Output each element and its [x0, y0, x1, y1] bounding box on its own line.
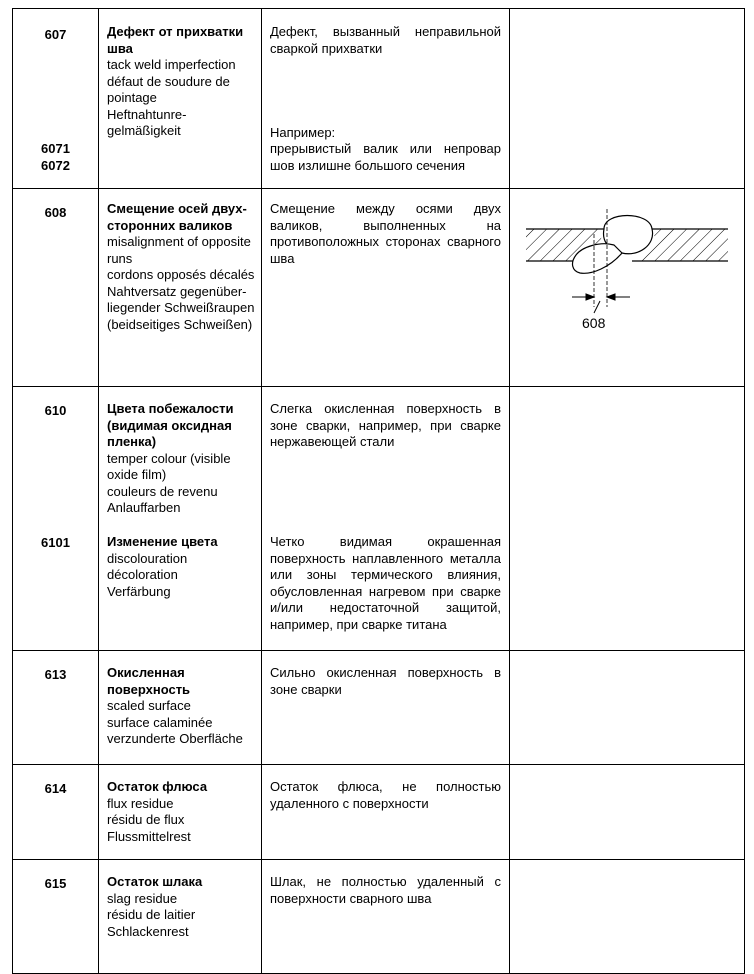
figure-cell	[510, 860, 745, 974]
term-ru: Цвета побежалости (видимая оксидная пленка)	[107, 401, 234, 449]
table-row	[13, 651, 745, 765]
figure-cell	[510, 651, 745, 765]
figure-cell	[510, 387, 745, 651]
description: Слегка окисленная поверхность в зоне сварки, например, при сварке нержавеющей стали	[270, 401, 501, 449]
code: 615	[44, 876, 67, 891]
term-cell	[99, 651, 262, 765]
code: 6101	[41, 535, 70, 550]
code-cell	[13, 651, 99, 765]
term-ru: Смещение осей двух-сторонних валиков	[107, 201, 247, 233]
description: Сильно окисленная поверхность в зоне сварки	[270, 665, 501, 697]
code-cell	[13, 189, 99, 387]
description: Смещение между осями двух валиков, выполненных на противоположных сторонах сварного шва	[270, 201, 501, 266]
term-de: Nahtversatz gegenüber-liegender Schweißraupen (beidseitiges Schweißen)	[107, 283, 255, 332]
term-en: slag residue	[107, 890, 178, 906]
term-fr: résidu de laitier	[107, 907, 196, 922]
code-cell	[13, 387, 99, 651]
term-en: misalignment of opposite runs	[107, 234, 251, 266]
term-ru: Остаток шлака	[107, 874, 203, 889]
defect-table	[12, 8, 745, 974]
figure-label: 608	[582, 315, 606, 331]
code: 613	[44, 667, 67, 682]
sub-term-fr: décoloration	[107, 567, 178, 582]
code: 610	[44, 403, 67, 418]
term-de: Anlauffarben	[107, 500, 181, 515]
description-cell	[262, 9, 510, 189]
term-fr: couleurs de revenu	[107, 483, 218, 499]
term-de: verzunderte Oberfläche	[107, 731, 243, 746]
table-row	[13, 765, 745, 860]
term-fr: surface calaminée	[107, 714, 213, 730]
figure-cell	[510, 189, 745, 387]
code-cell	[13, 765, 99, 860]
description-cell	[262, 651, 510, 765]
code: 608	[44, 205, 67, 220]
description: Дефект, вызванный неправильной сваркой прихватки	[270, 24, 501, 56]
term-de: Heftnahtunre-gelmäßigkeit	[107, 106, 187, 138]
misalignment-figure	[510, 189, 743, 383]
figure-cell	[510, 9, 745, 189]
term-fr: cordons opposés décalés	[107, 267, 255, 282]
description-cell	[262, 387, 510, 651]
term-cell	[99, 387, 262, 651]
term-cell	[99, 189, 262, 387]
description-cell	[262, 765, 510, 860]
description-cell	[262, 189, 510, 387]
code-cell	[13, 860, 99, 974]
code-cell	[13, 9, 99, 189]
term-cell	[99, 860, 262, 974]
code: 614	[44, 781, 67, 796]
description-example-label: Например:	[270, 125, 336, 140]
figure-cell	[510, 765, 745, 860]
table-row	[13, 9, 745, 189]
description: Шлак, не полностью удаленный с поверхности сварного шва	[270, 874, 501, 906]
term-cell	[99, 9, 262, 189]
term-ru: Остаток флюса	[107, 779, 208, 794]
table-row	[13, 189, 745, 387]
term-cell	[99, 765, 262, 860]
term-de: Schlackenrest	[107, 923, 189, 939]
term-de: Flussmittelrest	[107, 828, 191, 844]
term-fr: résidu de flux	[107, 812, 185, 827]
code: 6072	[41, 158, 70, 173]
term-ru: Окисленная поверхность	[107, 665, 191, 697]
description: Остаток флюса, не полностью удаленного с поверхности	[270, 779, 501, 811]
sub-term-de: Verfärbung	[107, 583, 171, 599]
sub-description: Четко видимая окрашенная поверхность наплавленного металла или зоны термического влияния, обусловленная нагревом при сварке и/или недостаточной защитой, например, при сварке титана	[270, 534, 501, 632]
table-row	[13, 860, 745, 974]
sub-term-en: discolouration	[107, 550, 188, 566]
code: 607	[44, 27, 67, 42]
description-cell	[262, 860, 510, 974]
defect-table-page	[12, 8, 744, 974]
table-row	[13, 387, 745, 651]
term-en: flux residue	[107, 795, 174, 811]
sub-term-ru: Изменение цвета	[107, 534, 218, 549]
term-ru: Дефект от прихватки шва	[107, 24, 244, 56]
term-en: temper colour (visible oxide film)	[107, 450, 231, 482]
description-example: прерывистый валик или непровар шов излишне большого сечения	[270, 141, 501, 173]
dimension-arrows	[572, 294, 630, 313]
term-en: tack weld imperfection	[107, 57, 236, 72]
code: 6071	[41, 141, 70, 156]
term-fr: défaut de soudure de pointage	[107, 73, 230, 105]
term-en: scaled surface	[107, 698, 191, 713]
